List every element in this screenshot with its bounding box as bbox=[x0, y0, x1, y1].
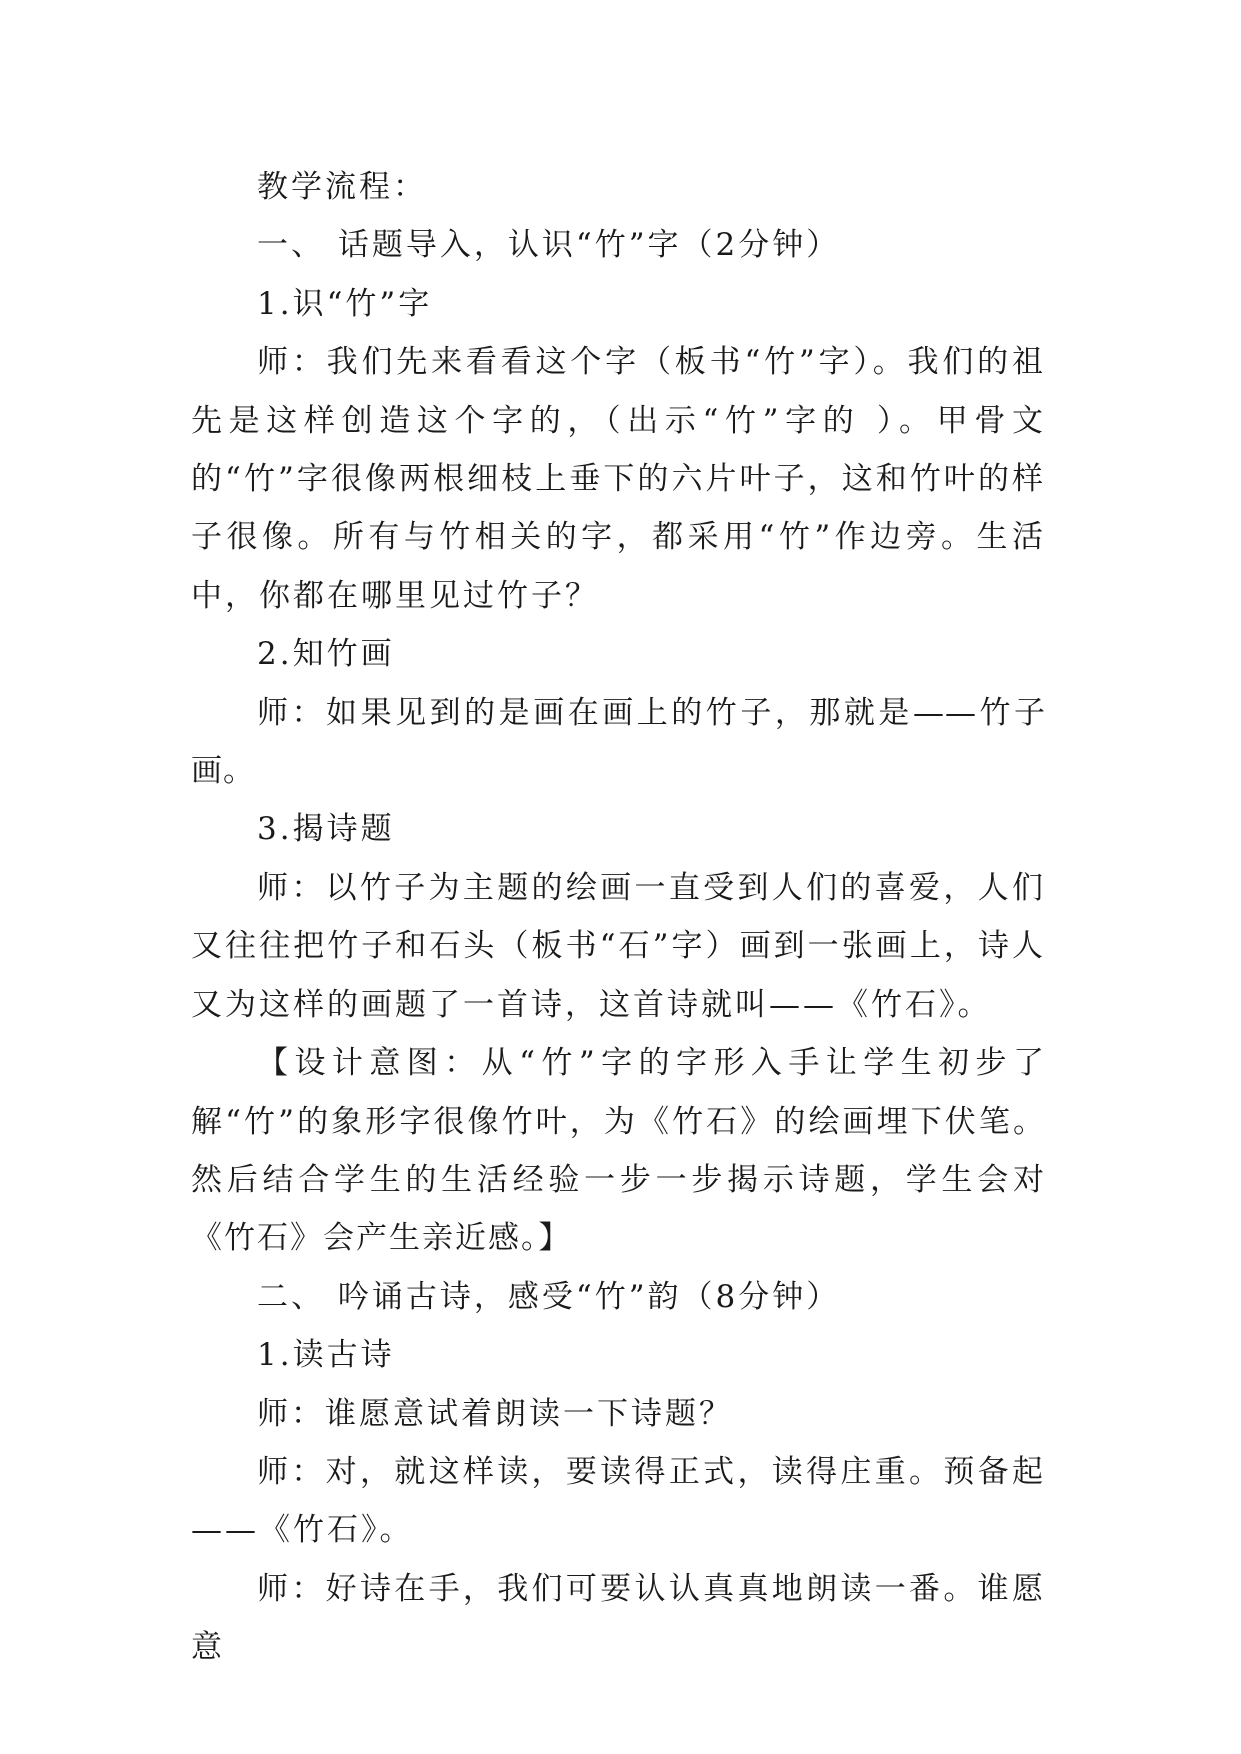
teacher-dialogue: 师：对，就这样读，要读得正式，读得庄重。预备起——《竹石》。 bbox=[191, 1453, 1046, 1549]
heading-teaching-flow: 教学流程： bbox=[257, 169, 427, 205]
step-reveal-poem-title: 3.揭诗题 bbox=[257, 811, 395, 848]
document-body bbox=[191, 158, 1046, 1677]
step-recognize-character: 1.识“竹”字 bbox=[257, 285, 433, 322]
teacher-dialogue: 师：谁愿意试着朗读一下诗题？ bbox=[257, 1395, 733, 1432]
section-heading-recite-poem: 二、 吟诵古诗，感受“竹”韵（8分钟） bbox=[257, 1278, 841, 1315]
step-know-bamboo-painting: 2.知竹画 bbox=[257, 636, 395, 673]
section-heading-topic-intro: 一、 话题导入，认识“竹”字（2分钟） bbox=[257, 227, 841, 264]
design-intent-note: 【设计意图：从“竹”字的字形入手让学生初步了解“竹”的象形字很像竹叶，为《竹石》的绘画埋下伏笔。然后结合学生的生活经验一步一步揭示诗题，学生会对《竹石》会产生亲近感。】 bbox=[191, 1045, 1046, 1257]
teacher-dialogue: 师：以竹子为主题的绘画一直受到人们的喜爱，人们又往往把竹子和石头（板书“石”字）画到一张画上，诗人又为这样的画题了一首诗，这首诗就叫——《竹石》。 bbox=[191, 869, 1046, 1023]
teacher-dialogue: 师：我们先来看看这个字（板书“竹”字）。我们的祖先是这样创造这个字的，（出示“竹”字的 ）。甲骨文的“竹”字很像两根细枝上垂下的六片叶子，这和竹叶的样子很像。所有与竹相关的字，都采用“竹”作边旁。生活中，你都在哪里见过竹子？ bbox=[191, 344, 1046, 614]
teacher-dialogue: 师：好诗在手，我们可要认认真真地朗读一番。谁愿意 bbox=[191, 1570, 1046, 1666]
step-read-poem: 1.读古诗 bbox=[257, 1337, 395, 1374]
teacher-dialogue: 师：如果见到的是画在画上的竹子，那就是——竹子画。 bbox=[191, 694, 1046, 790]
